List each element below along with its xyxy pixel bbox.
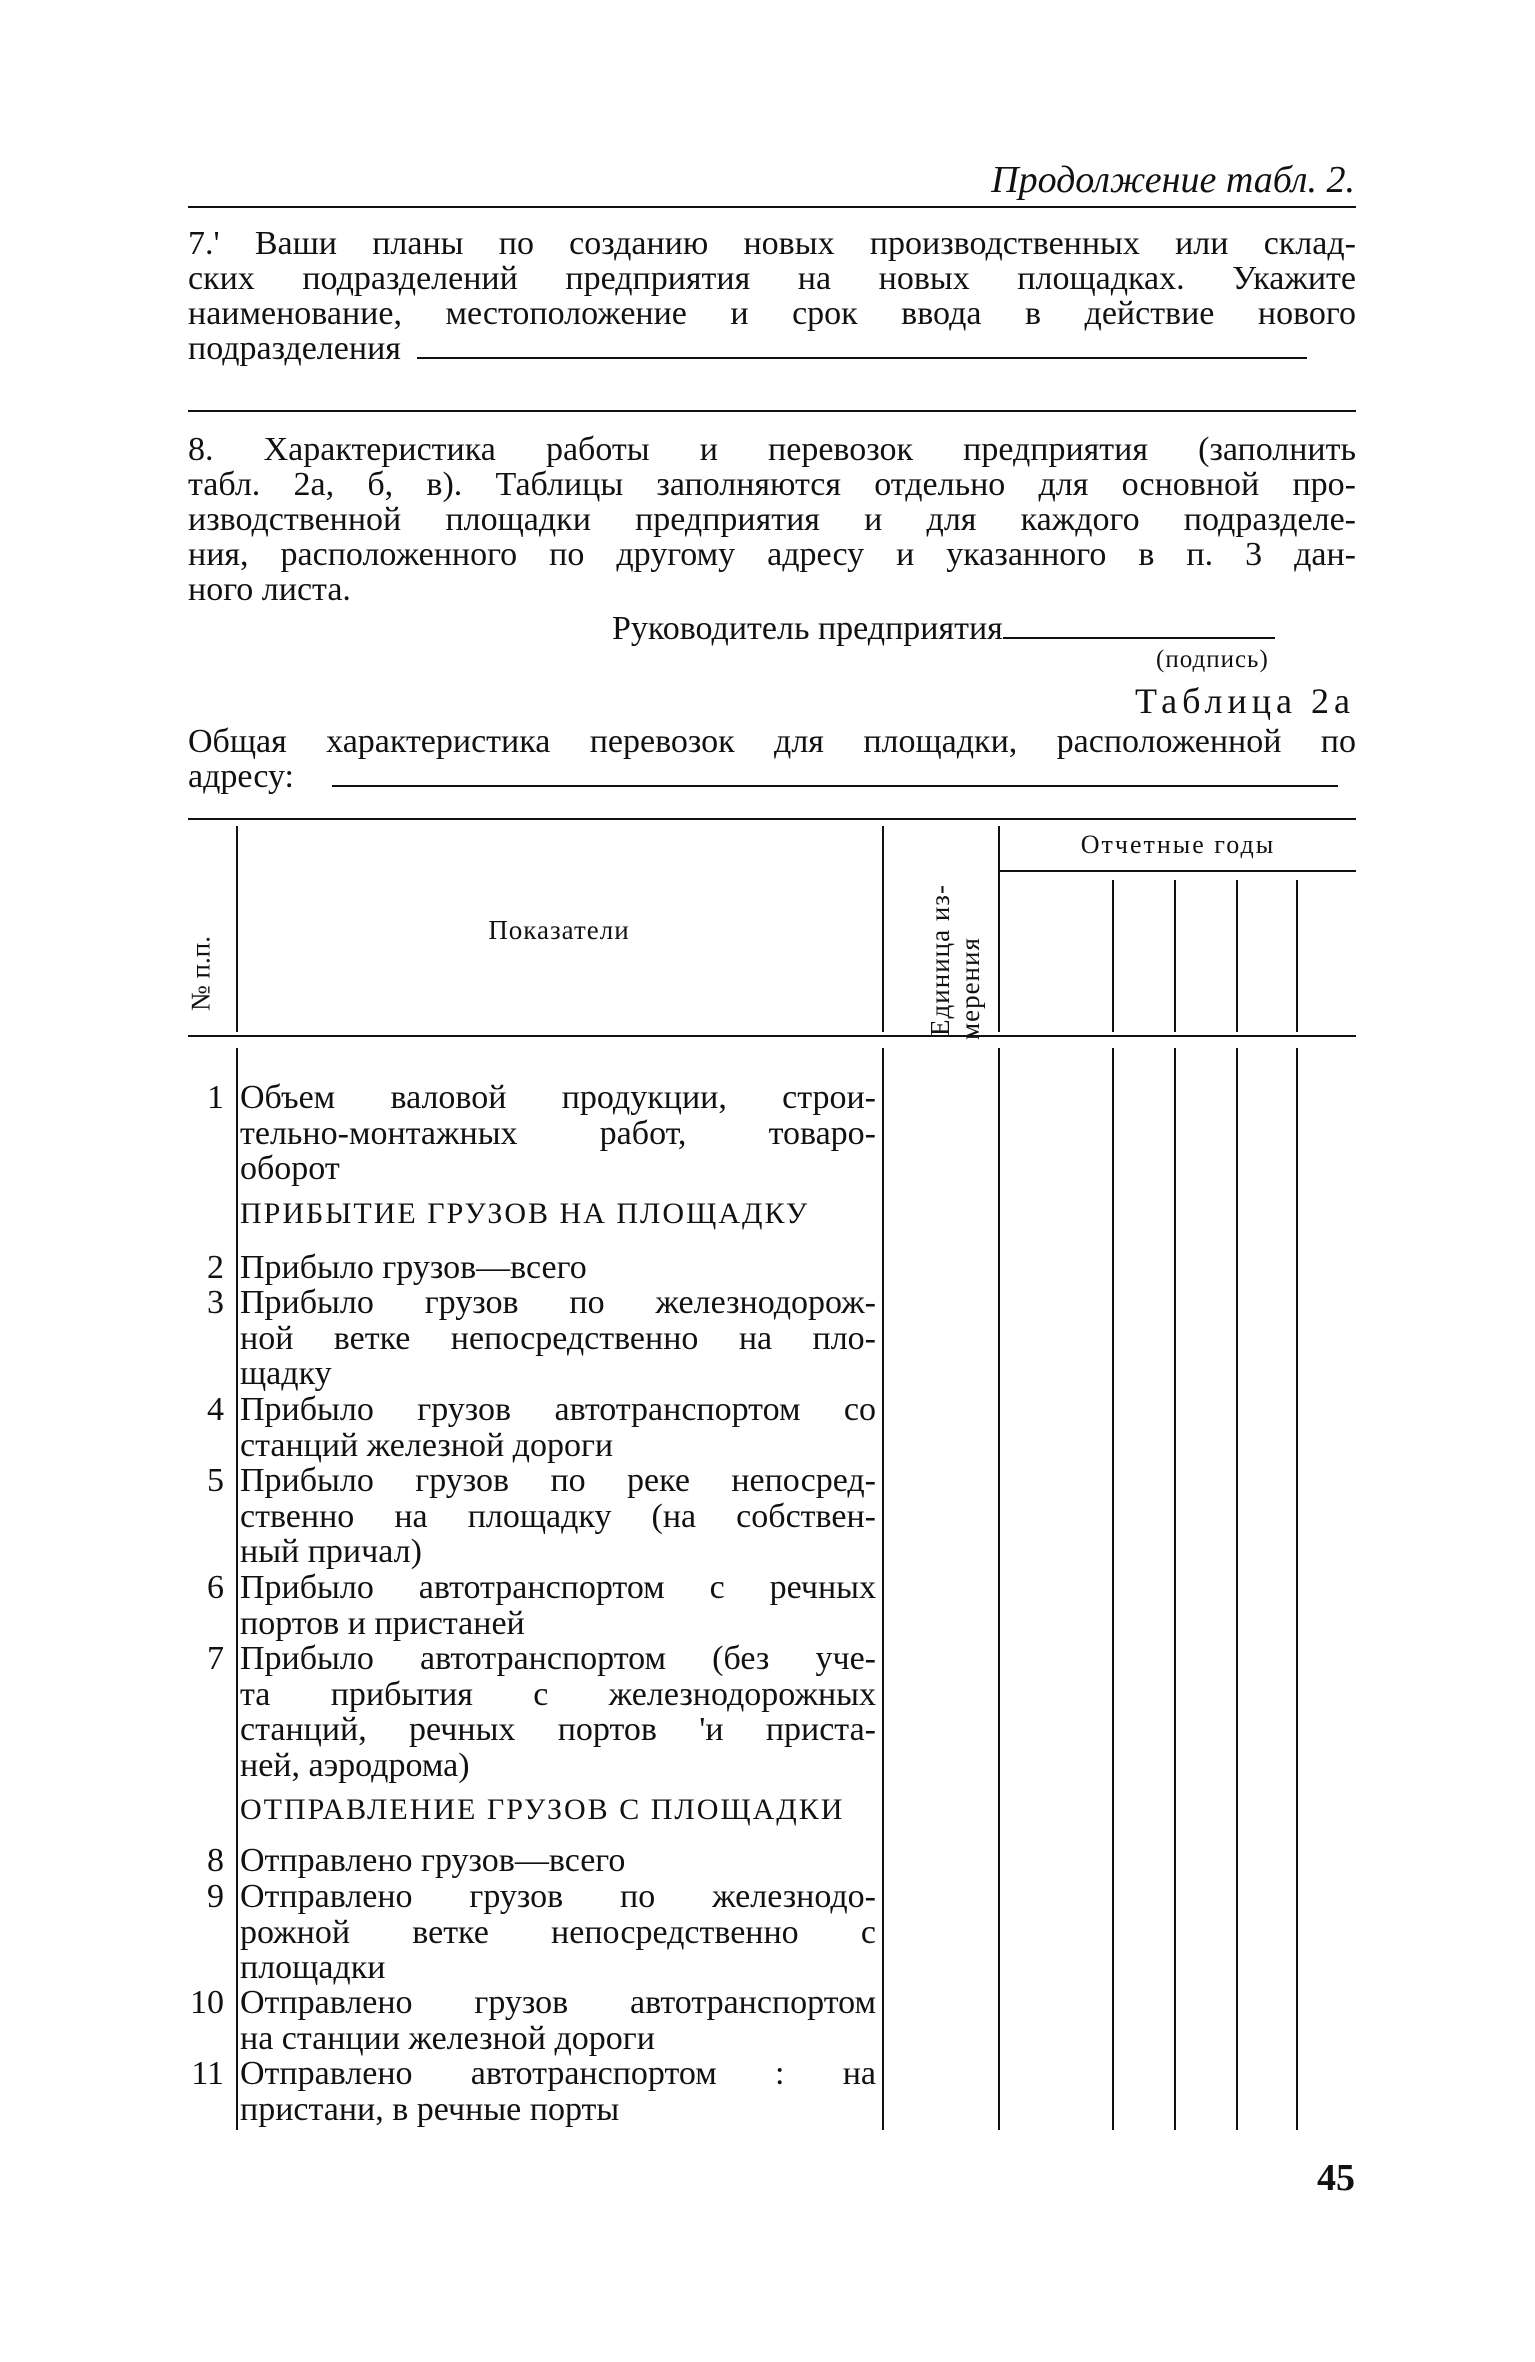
signature-label: Руководитель предприятия bbox=[612, 610, 1003, 647]
row-3-num: 3 bbox=[207, 1284, 224, 1321]
row-line: Прибыло грузов по реке непосред- bbox=[240, 1462, 876, 1499]
col-sep-year-1 bbox=[1112, 880, 1114, 1032]
row-line: Объем валовой продукции, строи- bbox=[240, 1079, 876, 1116]
body-sep-num bbox=[236, 1048, 238, 2130]
table-row-7-desc bbox=[240, 1641, 876, 1783]
row-line: Прибыло грузов по железнодорож- bbox=[240, 1284, 876, 1321]
body-sep-year-2 bbox=[1174, 1048, 1176, 2130]
item-8-paragraph bbox=[188, 432, 1356, 607]
table-heading-address-label: адресу: bbox=[188, 758, 294, 795]
col-sep-year-3 bbox=[1236, 880, 1238, 1032]
col-sep-year-2 bbox=[1174, 880, 1176, 1032]
item-7-line: ских подразделений предприятия на новых площадках. Укажите bbox=[188, 260, 1356, 297]
page-number: 45 bbox=[1317, 2157, 1355, 2199]
row-line: пристани, в речные порты bbox=[240, 2090, 620, 2128]
row-line: щадку bbox=[240, 1355, 332, 1392]
row-line: портов и пристаней bbox=[240, 1604, 525, 1642]
table-row-8-desc bbox=[240, 1843, 876, 1879]
item-8-line: ния, расположенного по другому адресу и указанного в п. 3 дан- bbox=[188, 536, 1356, 573]
table-row-3-desc bbox=[240, 1285, 876, 1392]
row-line: площадки bbox=[240, 1949, 386, 1986]
signature-block bbox=[612, 610, 1275, 648]
row-line: та прибытия с железнодорожных bbox=[240, 1675, 876, 1713]
row-line: Отправлено грузов автотранспортом bbox=[240, 1984, 876, 2021]
table-heading-line: Общая характеристика перевозок для площадки, расположенной по bbox=[188, 723, 1356, 760]
col-sep-indicators bbox=[882, 826, 884, 1032]
continuation-header: Продолжение табл. 2. bbox=[991, 159, 1355, 201]
item-8-line: изводственной площадки предприятия и для каждого подразделе- bbox=[188, 501, 1356, 538]
table-row-5-desc bbox=[240, 1463, 876, 1570]
row-line: ный причал) bbox=[240, 1533, 422, 1570]
table-row-10-desc bbox=[240, 1985, 876, 2056]
row-4-num: 4 bbox=[207, 1391, 224, 1428]
unit-header-line-2: мерения bbox=[955, 937, 985, 1040]
item-7-line: наименование, местоположение и срок ввода в действие нового bbox=[188, 295, 1356, 332]
row-line: рожной ветке непосредственно с bbox=[240, 1913, 876, 1951]
row-line: Отправлено грузов—всего bbox=[240, 1842, 626, 1879]
row-11-num: 11 bbox=[191, 2055, 224, 2092]
num-column-header: № п.п. bbox=[185, 936, 216, 1011]
row-line: на станции железной дороги bbox=[240, 2019, 655, 2057]
item-7-answer-line[interactable] bbox=[417, 333, 1307, 359]
item-7-line: подразделения bbox=[188, 330, 401, 367]
col-sep-year-4 bbox=[1296, 880, 1298, 1032]
row-line: оборот bbox=[240, 1150, 340, 1187]
body-sep-year-4 bbox=[1296, 1048, 1298, 2130]
row-6-num: 6 bbox=[207, 1569, 224, 1606]
row-line: Прибыло грузов—всего bbox=[240, 1249, 587, 1286]
row-7-num: 7 bbox=[207, 1640, 224, 1677]
row-10-num: 10 bbox=[190, 1984, 224, 2021]
table-header-bottom-rule bbox=[188, 1035, 1356, 1037]
table-row-2-desc bbox=[240, 1250, 876, 1286]
row-line: Прибыло грузов автотранспортом со bbox=[240, 1391, 876, 1428]
signature-caption: (подпись) bbox=[1156, 646, 1269, 673]
indicators-column-header: Показатели bbox=[488, 915, 630, 945]
table-top-rule bbox=[188, 818, 1356, 820]
years-column-header: Отчетные годы bbox=[1080, 830, 1276, 859]
row-line: Отправлено автотранспортом : на bbox=[240, 2055, 876, 2092]
row-line: Прибыло автотранспортом (без уче- bbox=[240, 1640, 876, 1677]
row-line: Отправлено грузов по железнодо- bbox=[240, 1878, 876, 1915]
row-9-num: 9 bbox=[207, 1878, 224, 1915]
address-answer-line[interactable] bbox=[332, 761, 1338, 787]
section-departure-heading: ОТПРАВЛЕНИЕ ГРУЗОВ С ПЛОЩАДКИ bbox=[240, 1793, 845, 1826]
item-7-line: 7.' Ваши планы по созданию новых производственных или склад- bbox=[188, 225, 1356, 262]
item-8-line: ного листа. bbox=[188, 571, 351, 608]
row-line: ной ветке непосредственно на пло- bbox=[240, 1319, 876, 1357]
table-heading bbox=[188, 724, 1356, 794]
row-line: ственно на площадку (на собствен- bbox=[240, 1497, 876, 1535]
body-sep-unit bbox=[998, 1048, 1000, 2130]
body-sep-year-1 bbox=[1112, 1048, 1114, 2130]
years-header-underline bbox=[1000, 870, 1356, 872]
row-line: Прибыло автотранспортом с речных bbox=[240, 1569, 876, 1606]
signature-line[interactable] bbox=[1003, 611, 1275, 639]
unit-header-line-1: Единица из- bbox=[925, 884, 955, 1036]
body-sep-indicators bbox=[882, 1048, 884, 2130]
table-row-1-desc bbox=[240, 1080, 876, 1187]
table-row-4-desc bbox=[240, 1392, 876, 1463]
row-5-num: 5 bbox=[207, 1462, 224, 1499]
table-row-6-desc bbox=[240, 1570, 876, 1641]
item-8-line: табл. 2а, б, в). Таблицы заполняются отдельно для основной про- bbox=[188, 466, 1356, 503]
row-2-num: 2 bbox=[207, 1249, 224, 1286]
item-8-line: 8. Характеристика работы и перевозок предприятия (заполнить bbox=[188, 431, 1356, 468]
table-row-9-desc bbox=[240, 1879, 876, 1986]
table-row-11-desc bbox=[240, 2056, 876, 2127]
row-line: станций железной дороги bbox=[240, 1426, 614, 1464]
row-line: тельно-монтажных работ, товаро- bbox=[240, 1114, 876, 1152]
row-1-num: 1 bbox=[207, 1079, 224, 1116]
row-8-num: 8 bbox=[207, 1842, 224, 1879]
item-7-answer-rule[interactable] bbox=[188, 410, 1356, 412]
unit-column-header bbox=[925, 880, 985, 1040]
row-line: ней, аэродрома) bbox=[240, 1746, 470, 1784]
item-7-paragraph bbox=[188, 226, 1356, 366]
section-arrival-heading: ПРИБЫТИЕ ГРУЗОВ НА ПЛОЩАДКУ bbox=[240, 1197, 810, 1230]
table-label: Таблица 2а bbox=[1135, 681, 1355, 721]
body-sep-year-3 bbox=[1236, 1048, 1238, 2130]
header-rule bbox=[188, 206, 1356, 208]
row-line: станций, речных портов 'и приста- bbox=[240, 1711, 876, 1748]
